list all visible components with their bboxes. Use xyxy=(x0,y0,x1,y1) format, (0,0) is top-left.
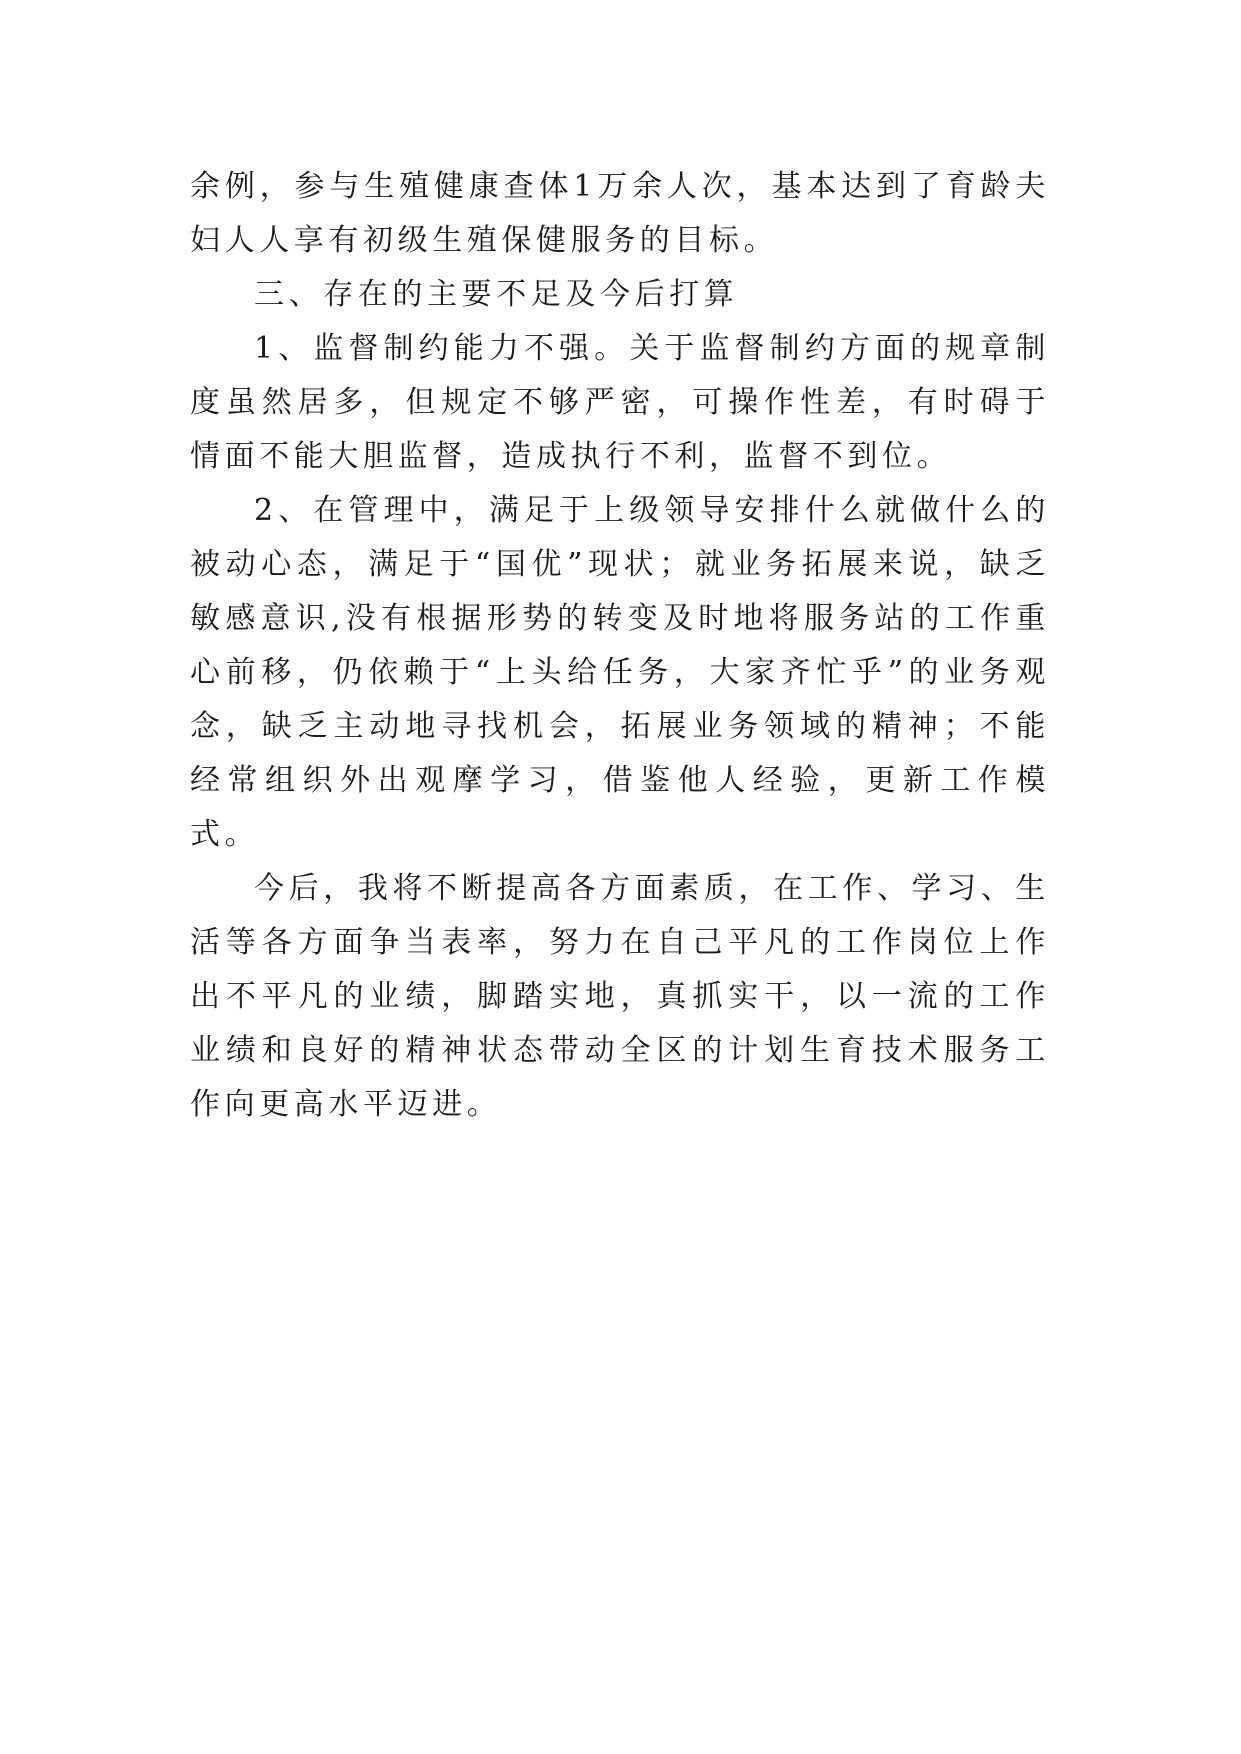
section-heading-shortcomings: 三、存在的主要不足及今后打算 xyxy=(254,277,739,312)
paragraph-point-2: 2、在管理中，满足于上级领导安排什么就做什么的被动心态，满足于“国优”现状；就业务拓展来说，缺乏敏感意识,没有根据形势的转变及时地将服务站的工作重心前移，仍依赖于“上头给任务，大家齐忙乎”的业务观念，缺乏主动地寻找机会，拓展业务领域的精神；不能经常组织外出观摩学习，借鉴他人经验，更新工作模式。 xyxy=(190,493,1050,852)
paragraph-continuation: 余例，参与生殖健康查体1万余人次，基本达到了育龄夫妇人人享有初级生殖保健服务的目标。 xyxy=(190,169,1050,258)
paragraph-future-plan: 今后，我将不断提高各方面素质，在工作、学习、生活等各方面争当表率，努力在自己平凡的工作岗位上作出不平凡的业绩，脚踏实地，真抓实干，以一流的工作业绩和良好的精神状态带动全区的计划生育技术服务工作向更高水平迈进。 xyxy=(190,871,1050,1122)
document-body xyxy=(190,160,1050,1132)
paragraph-point-1: 1、监督制约能力不强。关于监督制约方面的规章制度虽然居多，但规定不够严密，可操作性差，有时碍于情面不能大胆监督，造成执行不利，监督不到位。 xyxy=(190,331,1050,474)
